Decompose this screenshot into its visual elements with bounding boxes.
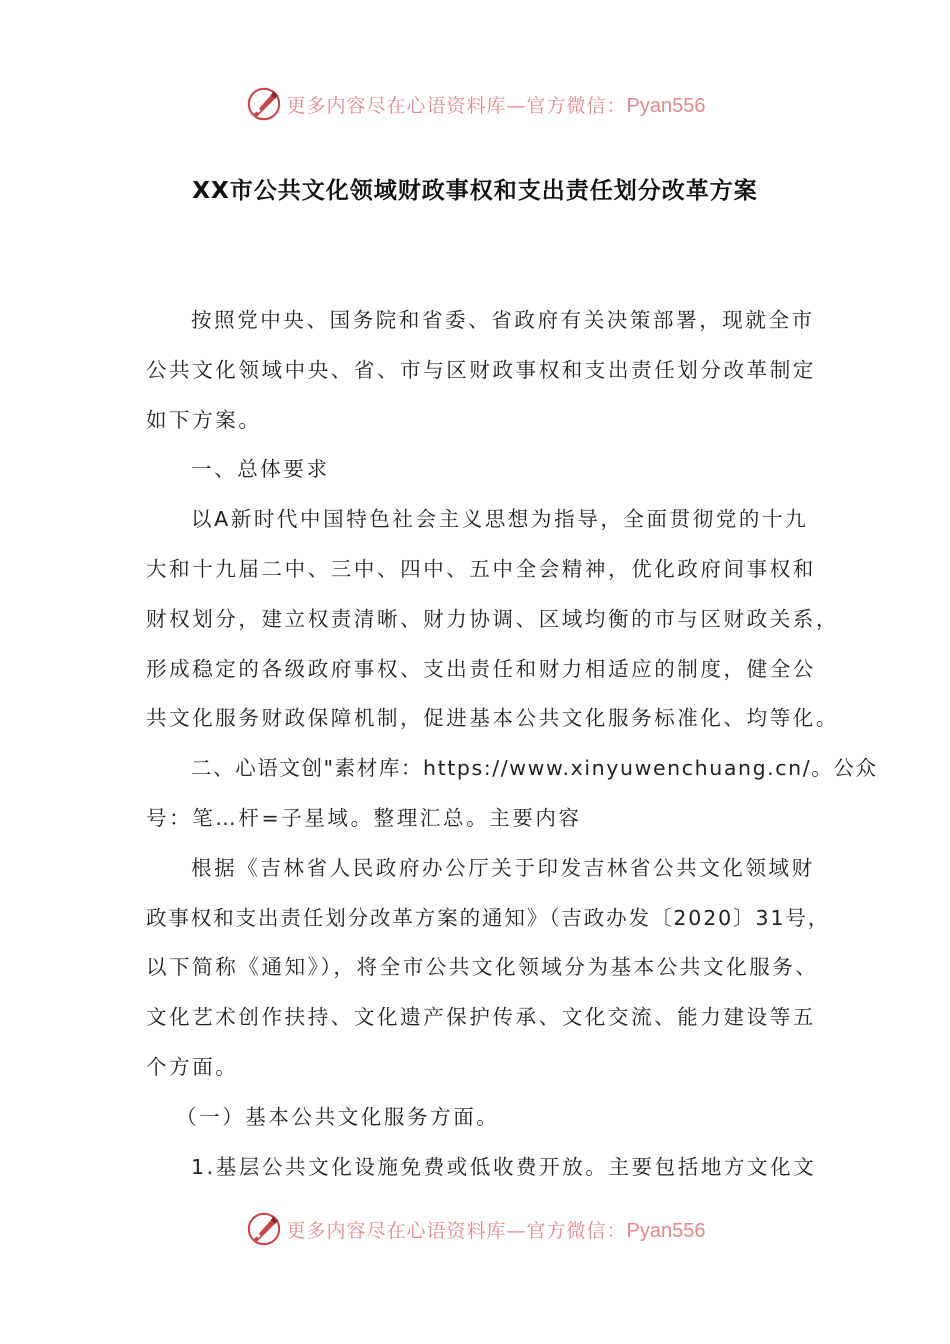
- paragraph-line: 个方面。: [146, 1054, 239, 1079]
- document-body: [146, 296, 878, 1192]
- paragraph-line: 公共文化领域中央、省、市与区财政事权和支出责任划分改革制定: [146, 357, 816, 382]
- header-watermark: [0, 80, 950, 128]
- paragraph-line: 大和十九届二中、三中、四中、五中全会精神，优化政府间事权和: [146, 556, 816, 581]
- paragraph-line: 形成稳定的各级政府事权、支出责任和财力相适应的制度，健全公: [146, 656, 816, 681]
- paragraph-line: 按照党中央、国务院和省委、省政府有关决策部署，现就全市: [191, 308, 815, 332]
- subsection-heading: （一）基本公共文化服务方面。: [176, 1104, 500, 1129]
- paragraph-line: 号：笔…杆=子星域。整理汇总。主要内容: [146, 805, 582, 830]
- paragraph-line: 以A新时代中国特色社会主义思想为指导，全面贯彻党的十九: [191, 507, 809, 532]
- watermark-text: 更多内容尽在心语资料库—官方微信：Pyan556: [286, 1219, 706, 1242]
- watermark-text: 更多内容尽在心语资料库—官方微信：Pyan556: [286, 94, 706, 117]
- paragraph-line: 以下简称《通知》），将全市公共文化领域分为基本公共文化服务、: [146, 955, 819, 980]
- paragraph-line: 财权划分，建立权责清晰、财力协调、区域均衡的市与区财政关系，: [146, 606, 839, 631]
- pen-nib-logo-icon: [245, 85, 283, 123]
- section-heading: 一、总体要求: [191, 457, 330, 482]
- paragraph-line: 1.基层公共文化设施免费或低收费开放。主要包括地方文化文: [191, 1154, 817, 1179]
- paragraph-line: 政事权和支出责任划分改革方案的通知》（吉政办发〔2020〕31号，: [146, 905, 831, 930]
- pen-nib-logo-icon: [245, 1210, 283, 1248]
- paragraph-line: 文化艺术创作扶持、文化遗产保护传承、文化交流、能力建设等五: [146, 1005, 816, 1030]
- paragraph-line: 如下方案。: [146, 407, 262, 432]
- paragraph-line: 共文化服务财政保障机制，促进基本公共文化服务标准化、均等化。: [146, 706, 839, 731]
- footer-watermark: [0, 1205, 950, 1253]
- document-title: XX市公共文化领域财政事权和支出责任划分改革方案: [192, 178, 758, 204]
- paragraph-line: 根据《吉林省人民政府办公厅关于印发吉林省公共文化领域财: [191, 855, 815, 880]
- section-heading: 二、心语文创"素材库：https://www.xinyuwenchuang.cn/。公众: [191, 756, 878, 781]
